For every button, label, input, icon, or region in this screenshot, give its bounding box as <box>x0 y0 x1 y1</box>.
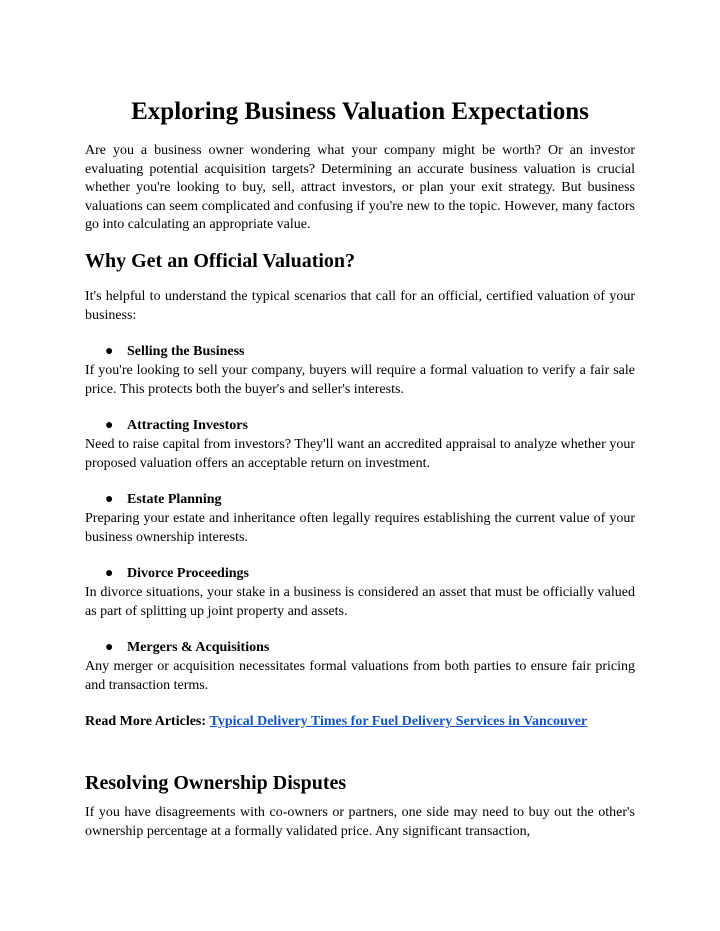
page-title: Exploring Business Valuation Expectations <box>131 98 589 125</box>
list-item-title-investors: ● Attracting Investors <box>105 417 248 436</box>
list-item-text-mergers: Any merger or acquisition necessitates formal valuations from both parties to ensure fair pricing and transaction terms. <box>85 659 635 693</box>
bullet-icon: ● <box>105 492 114 507</box>
intro-paragraph: Are you a business owner wondering what your company might be worth? Or an investor evaluating potential acquisition targets? Determining an accurate business valuation is crucial whether you're looking to buy, sell, attract investors, or plan your exit strategy. But business valuations can seem complicated and confusing if you're new to the topic. However, many factors go into calculating an appropriate value. <box>85 143 635 233</box>
list-item-title-selling: ● Selling the Business <box>105 343 244 362</box>
list-item-title-divorce: ● Divorce Proceedings <box>105 565 249 584</box>
bullet-icon: ● <box>105 344 114 359</box>
bullet-icon: ● <box>105 640 114 655</box>
bullet-icon: ● <box>105 418 114 433</box>
bullet-icon: ● <box>105 566 114 581</box>
list-item-text-divorce: In divorce situations, your stake in a business is considered an asset that must be officially valued as part of splitting up joint property and assets. <box>85 585 635 619</box>
list-item-text-estate: Preparing your estate and inheritance often legally requires establishing the current value of your business ownership interests. <box>85 511 635 545</box>
read-more-block <box>85 713 635 732</box>
section-lead-paragraph: It's helpful to understand the typical scenarios that call for an official, certified valuation of your business: <box>85 289 635 323</box>
section-heading-ownership-disputes: Resolving Ownership Disputes <box>85 772 347 794</box>
read-more-link[interactable]: Typical Delivery Times for Fuel Delivery Services in Vancouver <box>209 714 588 729</box>
ownership-disputes-paragraph: If you have disagreements with co-owners or partners, one side may need to buy out the other's ownership percentage at a formally validated price. Any significant transaction, <box>85 805 635 839</box>
list-item-text-selling: If you're looking to sell your company, buyers will require a formal valuation to verify a fair sale price. This protects both the buyer's and seller's interests. <box>85 363 635 397</box>
list-item-text-investors: Need to raise capital from investors? They'll want an accredited appraisal to analyze whether your proposed valuation offers an acceptable return on investment. <box>85 437 635 471</box>
list-item-title-mergers: ● Mergers & Acquisitions <box>105 639 269 658</box>
list-item-title-estate: ● Estate Planning <box>105 491 222 510</box>
read-more-label: Read More Articles: <box>85 714 207 729</box>
section-heading-why-valuation: Why Get an Official Valuation? <box>85 250 356 272</box>
